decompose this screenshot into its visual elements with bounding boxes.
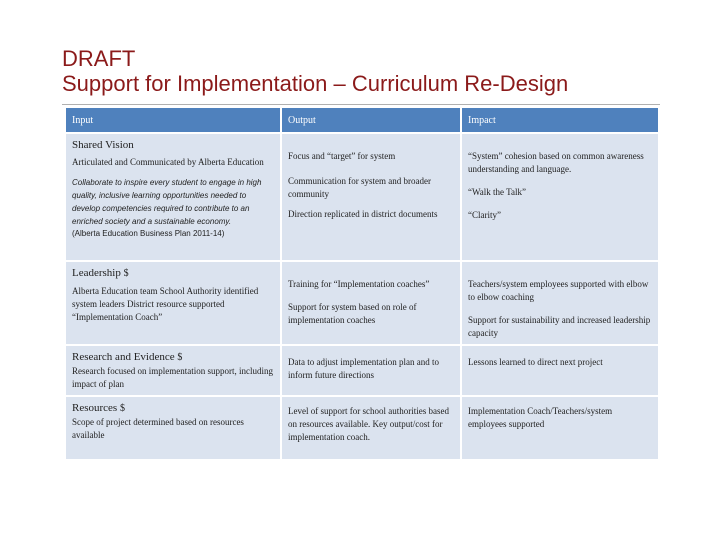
input-cell xyxy=(66,346,280,395)
dollar-icon: $ xyxy=(177,352,183,363)
output-text: Support for system based on role of implementation coaches xyxy=(288,302,417,325)
row-title-text: Research and Evidence xyxy=(72,351,175,363)
row-title-resources xyxy=(72,401,274,416)
input-cell xyxy=(66,397,280,459)
row-title-shared-vision: Shared Vision xyxy=(72,139,134,151)
impact-text: “Walk the Talk” xyxy=(468,187,526,197)
page-title xyxy=(62,46,568,96)
input-cell xyxy=(66,134,280,260)
impact-cell xyxy=(462,346,658,395)
row-title-research xyxy=(72,350,274,365)
output-text: Level of support for school authorities based on resources available. Key output/cost for implementation coach. xyxy=(288,406,449,442)
input-citation: (Alberta Education Business Plan 2011-14) xyxy=(72,229,225,238)
header-impact: Impact xyxy=(462,108,658,132)
output-cell xyxy=(282,397,460,459)
table-header-row xyxy=(66,108,658,132)
impact-cell xyxy=(462,262,658,344)
row-title-text: Leadership xyxy=(72,267,121,279)
impact-text: “Clarity” xyxy=(468,210,501,220)
table-row xyxy=(66,346,658,395)
output-text: Focus and “target” for system xyxy=(288,151,396,161)
table-row xyxy=(66,262,658,344)
impact-text: Lessons learned to direct next project xyxy=(468,357,603,367)
title-divider xyxy=(62,104,660,105)
impact-text: Support for sustainability and increased leadership capacity xyxy=(468,315,651,338)
row-title-leadership xyxy=(72,266,274,281)
implementation-table xyxy=(64,106,660,461)
input-text: Articulated and Communicated by Alberta Education xyxy=(72,157,264,167)
dollar-icon: $ xyxy=(119,403,125,414)
dollar-icon: $ xyxy=(123,268,129,279)
table-row xyxy=(66,134,658,260)
input-text: Research focused on implementation support, including impact of plan xyxy=(72,366,273,389)
output-cell xyxy=(282,346,460,395)
row-title-text: Resources xyxy=(72,402,118,414)
title-draft: DRAFT xyxy=(62,46,136,71)
output-text: Data to adjust implementation plan and to inform future directions xyxy=(288,357,439,380)
input-text: Alberta Education team School Authority identified system leaders District resource supported “Implementation Coach” xyxy=(72,286,259,322)
table-row xyxy=(66,397,658,459)
input-text: Scope of project determined based on resources available xyxy=(72,417,244,440)
impact-cell xyxy=(462,397,658,459)
output-cell xyxy=(282,134,460,260)
title-main: Support for Implementation – Curriculum Re-Design xyxy=(62,71,569,96)
impact-text: “System” cohesion based on common awareness understanding and language. xyxy=(468,151,644,174)
impact-text: Implementation Coach/Teachers/system employees supported xyxy=(468,406,613,429)
output-text: Training for “Implementation coaches” xyxy=(288,279,430,289)
output-text: Communication for system and broader community xyxy=(288,176,431,199)
output-cell xyxy=(282,262,460,344)
input-vision-statement: Collaborate to inspire every student to engage in high quality, inclusive learning opportunities needed to develop competencies required to contribute to an enriched society and a sustainable economy. xyxy=(72,178,262,226)
input-cell xyxy=(66,262,280,344)
impact-cell xyxy=(462,134,658,260)
header-input: Input xyxy=(66,108,280,132)
header-output: Output xyxy=(282,108,460,132)
output-text: Direction replicated in district documents xyxy=(288,209,438,219)
impact-text: Teachers/system employees supported with elbow to elbow coaching xyxy=(468,279,649,302)
